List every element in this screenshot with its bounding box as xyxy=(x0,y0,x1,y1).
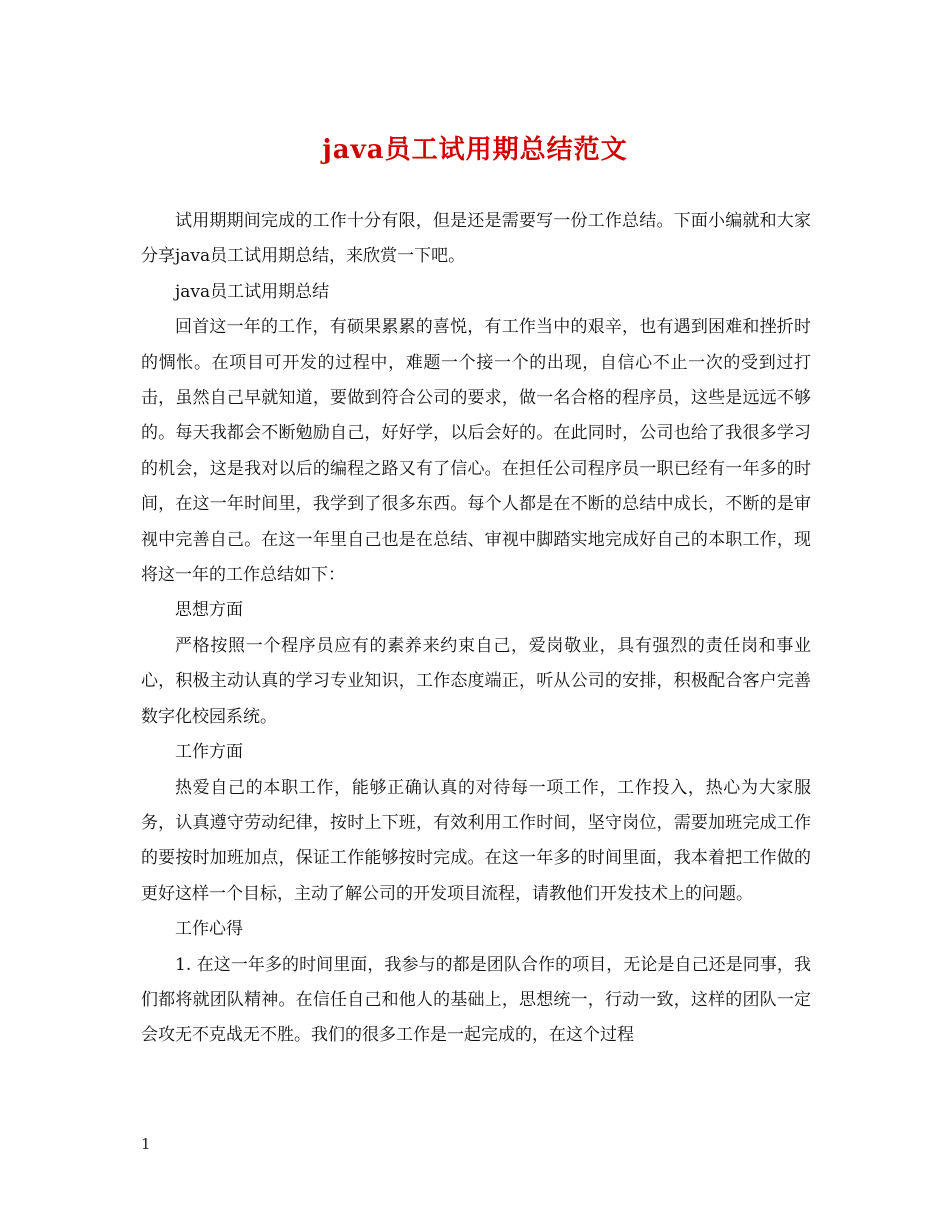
review-paragraph: 回首这一年的工作，有硕果累累的喜悦，有工作当中的艰辛，也有遇到困难和挫折时的惆怅。在项目可开发的过程中，难题一个接一个的出现，自信心不止一次的受到过打击，虽然自己早就知道，要做到符合公司的要求，做一名合格的程序员，这些是远远不够的。每天我都会不断勉励自己，好好学，以后会好的。在此同时，公司也给了我很多学习的机会，这是我对以后的编程之路又有了信心。在担任公司程序员一职已经有一年多的时间，在这一年时间里，我学到了很多东西。每个人都是在不断的总结中成长，不断的是审视中完善自己。在这一年里自己也是在总结、审视中脚踏实地完成好自己的本职工作，现将这一年的工作总结如下： xyxy=(141,317,811,586)
experience-paragraph-1: 1. 在这一年多的时间里面，我参与的都是团队合作的项目，无论是自己还是同事，我们都将就团队精神。在信任自己和他人的基础上，思想统一，行动一致，这样的团队一定会攻无不克战无不胜。我们的很多工作是一起完成的，在这个过程 xyxy=(141,954,811,1046)
work-paragraph: 热爱自己的本职工作，能够正确认真的对待每一项工作，工作投入，热心为大家服务，认真遵守劳动纪律，按时上下班，有效利用工作时间，坚守岗位，需要加班完成工作的要按时加班加点，保证工作能够按时完成。在这一年多的时间里面，我本着把工作做的更好这样一个目标，主动了解公司的开发项目流程，请教他们开发技术上的问题。 xyxy=(141,777,811,904)
section-heading-experience: 工作心得 xyxy=(175,919,243,940)
section-heading-summary: java员工试用期总结 xyxy=(175,281,330,302)
thinking-paragraph: 严格按照一个程序员应有的素养来约束自己，爱岗敬业，具有强烈的责任岗和事业心，积极主动认真的学习专业知识，工作态度端正，听从公司的安排，积极配合客户完善数字化校园系统。 xyxy=(141,635,811,727)
document-body xyxy=(141,204,811,1054)
section-heading-thinking: 思想方面 xyxy=(175,600,243,621)
document-title: java员工试用期总结范文 xyxy=(322,135,628,165)
section-heading-work: 工作方面 xyxy=(175,742,243,763)
intro-paragraph: 试用期期间完成的工作十分有限，但是还是需要写一份工作总结。下面小编就和大家分享java员工试用期总结，来欣赏一下吧。 xyxy=(141,211,811,267)
page-number: 1 xyxy=(141,1135,151,1153)
